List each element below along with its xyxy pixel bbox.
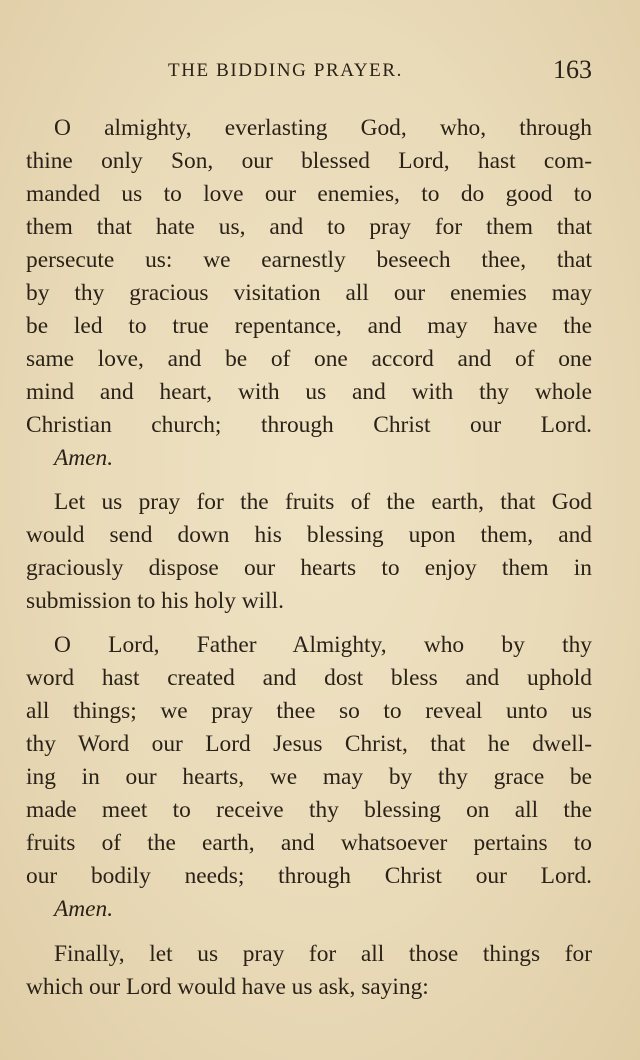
amen-closing: Amen. (54, 445, 114, 471)
text-line: which our Lord would have us ask, saying: (26, 974, 429, 1000)
text-line: mind and heart, with us and with thy whole (26, 379, 592, 405)
text-line: them that hate us, and to pray for them that (26, 214, 592, 240)
text-line: submission to his holy will. (26, 588, 284, 614)
text-line: thy Word our Lord Jesus Christ, that he dwell- (26, 731, 592, 757)
text-line: Finally, let us pray for all those things for (54, 941, 592, 967)
text-line: ing in our hearts, we may by thy grace be (26, 764, 592, 790)
text-line: graciously dispose our hearts to enjoy them in (26, 555, 592, 581)
text-line: our bodily needs; through Christ our Lord. (26, 863, 592, 889)
text-line: all things; we pray thee so to reveal unto us (26, 698, 592, 724)
text-line: word hast created and dost bless and uphold (26, 665, 592, 691)
text-line: Let us pray for the fruits of the earth, that God (54, 489, 592, 515)
text-line: would send down his blessing upon them, and (26, 522, 592, 548)
text-line: thine only Son, our blessed Lord, hast com- (26, 148, 592, 174)
running-head (0, 56, 640, 86)
amen-closing: Amen. (54, 896, 114, 922)
text-line: persecute us: we earnestly beseech thee, that (26, 247, 592, 273)
page-number: 163 (553, 55, 592, 84)
text-line: fruits of the earth, and whatsoever pertains to (26, 830, 592, 856)
text-line: made meet to receive thy blessing on all the (26, 797, 592, 823)
text-line: O Lord, Father Almighty, who by thy (54, 632, 592, 658)
running-title: THE BIDDING PRAYER. (168, 60, 404, 81)
text-line: by thy gracious visitation all our enemies may (26, 280, 592, 306)
text-line: same love, and be of one accord and of one (26, 346, 592, 372)
text-line: be led to true repentance, and may have the (26, 313, 592, 339)
text-line: O almighty, everlasting God, who, through (54, 115, 592, 141)
text-line: Christian church; through Christ our Lord. (26, 412, 592, 438)
text-line: manded us to love our enemies, to do good to (26, 181, 592, 207)
